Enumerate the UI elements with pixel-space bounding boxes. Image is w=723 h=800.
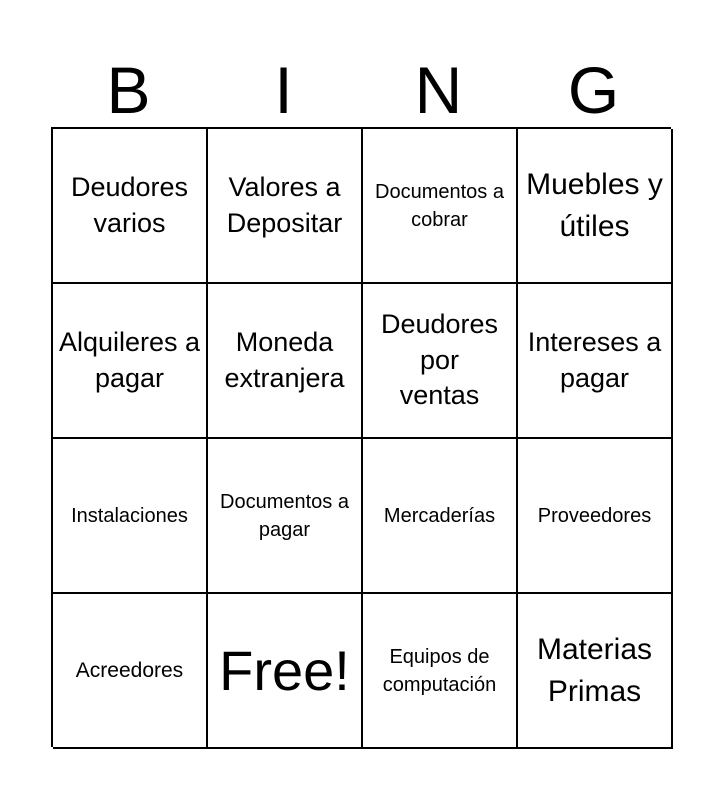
cell-label: Valores a Depositar (226, 171, 343, 238)
cell-label: Deudores por ventas (380, 309, 499, 411)
header-letter-n: N (414, 53, 463, 127)
bingo-cell[interactable] (363, 284, 518, 439)
bingo-cell[interactable] (53, 129, 208, 284)
cell-label: Mercaderías (383, 504, 496, 527)
cell-label: Alquileres a pagar (58, 326, 201, 393)
cell-label: Acreedores (75, 658, 184, 682)
bingo-cell[interactable] (208, 439, 363, 594)
bingo-cell[interactable] (518, 129, 673, 284)
bingo-cell-free[interactable] (208, 594, 363, 749)
bingo-cell[interactable] (53, 284, 208, 439)
bingo-cell[interactable] (518, 284, 673, 439)
bingo-cell[interactable] (208, 129, 363, 284)
free-space-label: Free! (219, 638, 350, 702)
header-letter-b: B (106, 53, 151, 127)
cell-label: Documentos a pagar (220, 490, 349, 541)
bingo-cell[interactable] (208, 284, 363, 439)
cell-label: Muebles y útiles (526, 167, 663, 243)
cell-label: Documentos a cobrar (375, 180, 504, 231)
bingo-header (51, 55, 671, 125)
bingo-cell[interactable] (518, 439, 673, 594)
bingo-cell[interactable] (518, 594, 673, 749)
bingo-cell[interactable] (363, 594, 518, 749)
cell-label: Materias Primas (536, 632, 653, 708)
cell-label: Intereses a pagar (527, 326, 662, 393)
bingo-cell[interactable] (363, 439, 518, 594)
bingo-card-grid (51, 127, 671, 747)
bingo-cell[interactable] (363, 129, 518, 284)
bingo-cell[interactable] (53, 439, 208, 594)
bingo-cell[interactable] (53, 594, 208, 749)
cell-label: Deudores varios (70, 171, 189, 238)
cell-label: Moneda extranjera (224, 326, 345, 393)
cell-label: Proveedores (537, 504, 652, 527)
header-letter-i: I (274, 53, 293, 127)
cell-label: Instalaciones (71, 504, 188, 527)
cell-label: Equipos de computación (382, 645, 497, 696)
header-letter-g: G (567, 53, 620, 127)
